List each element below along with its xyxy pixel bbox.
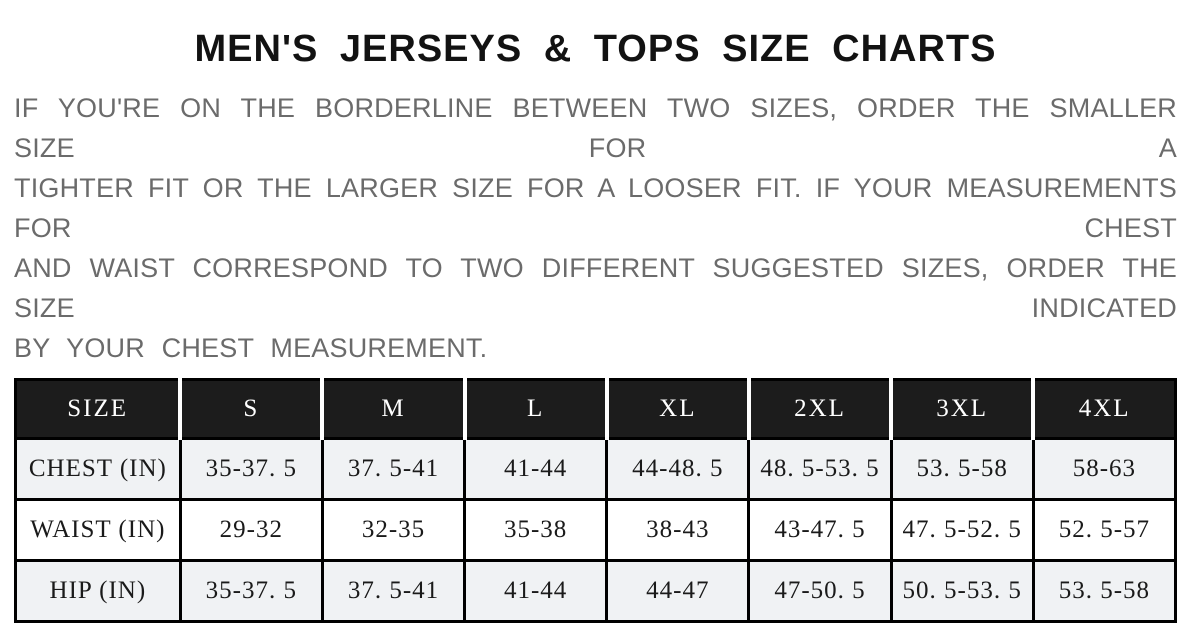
- column-header-l: L: [465, 380, 607, 439]
- intro-line: AND WAIST CORRESPOND TO TWO DIFFERENT SUGGESTED SIZES, ORDER THE SIZE INDICATED: [14, 253, 1177, 323]
- size-value: 48. 5-53. 5: [749, 439, 891, 500]
- size-value: 41-44: [465, 439, 607, 500]
- intro-line: TIGHTER FIT OR THE LARGER SIZE FOR A LOOSER FIT. IF YOUR MEASUREMENTS FOR CHEST: [14, 173, 1177, 243]
- column-header-xl: XL: [607, 380, 749, 439]
- page-title: MEN'S JERSEYS & TOPS SIZE CHARTS: [194, 28, 997, 70]
- row-label-waist: WAIST (IN): [16, 500, 181, 561]
- size-value: 50. 5-53. 5: [891, 561, 1033, 622]
- column-header-4xl: 4XL: [1033, 380, 1175, 439]
- row-label-chest: CHEST (IN): [16, 439, 181, 500]
- size-value: 37. 5-41: [322, 561, 464, 622]
- column-header-s: S: [180, 380, 322, 439]
- size-chart-table: [14, 378, 1177, 623]
- size-value: 38-43: [607, 500, 749, 561]
- size-value: 53. 5-58: [891, 439, 1033, 500]
- size-value: 47-50. 5: [749, 561, 891, 622]
- size-value: 41-44: [465, 561, 607, 622]
- row-label-hip: HIP (IN): [16, 561, 181, 622]
- column-header-m: M: [322, 380, 464, 439]
- size-value: 53. 5-58: [1033, 561, 1175, 622]
- table-row-hip: [16, 561, 1176, 622]
- size-value: 32-35: [322, 500, 464, 561]
- column-header-2xl: 2XL: [749, 380, 891, 439]
- size-value: 44-48. 5: [607, 439, 749, 500]
- column-header-size: SIZE: [16, 380, 181, 439]
- size-value: 35-37. 5: [180, 439, 322, 500]
- size-value: 35-38: [465, 500, 607, 561]
- size-value: 43-47. 5: [749, 500, 891, 561]
- intro-paragraph: [14, 88, 1177, 368]
- size-chart-page: [0, 26, 1191, 623]
- column-header-3xl: 3XL: [891, 380, 1033, 439]
- header-row: [16, 380, 1176, 439]
- size-value: 47. 5-52. 5: [891, 500, 1033, 561]
- intro-line: IF YOU'RE ON THE BORDERLINE BETWEEN TWO SIZES, ORDER THE SMALLER SIZE FOR A: [14, 93, 1177, 163]
- size-value: 58-63: [1033, 439, 1175, 500]
- size-value: 44-47: [607, 561, 749, 622]
- table-row-chest: [16, 439, 1176, 500]
- size-value: 37. 5-41: [322, 439, 464, 500]
- size-value: 52. 5-57: [1033, 500, 1175, 561]
- size-value: 35-37. 5: [180, 561, 322, 622]
- table-row-waist: [16, 500, 1176, 561]
- intro-line: BY YOUR CHEST MEASUREMENT.: [14, 333, 488, 363]
- size-value: 29-32: [180, 500, 322, 561]
